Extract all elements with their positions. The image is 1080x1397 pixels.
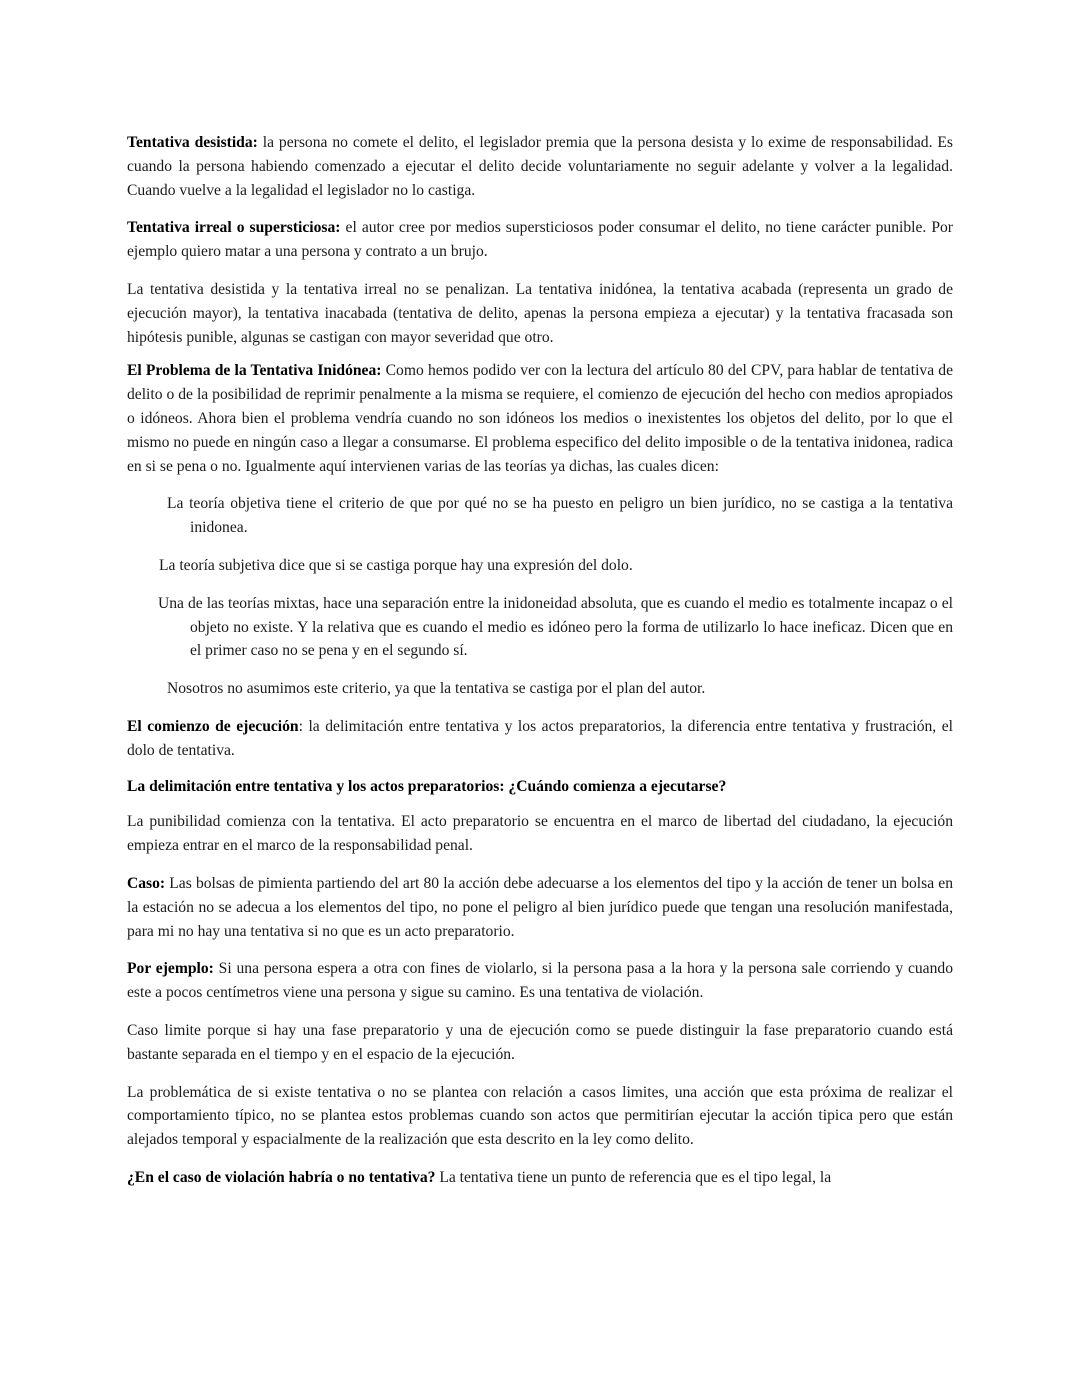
section-heading [127,775,953,799]
paragraph-teoria-subjetiva: La teoría subjetiva dice que si se castiga porque hay una expresión del dolo. [159,556,633,574]
term-label: El comienzo de ejecución [127,717,299,735]
term-label: Por ejemplo: [127,960,214,978]
paragraph-caso [127,872,953,943]
paragraph-text: Las bolsas de pimienta partiendo del art 80 la acción debe adecuarse a los elementos del tipo y la acción de tener un bolsa en la estación no se adecua a los elementos del tipo, no pone el peligro al bien jurídico puede que tengan una resolución manifestada, para mi no hay una tentativa si no que es un acto preparatorio. [127,874,953,940]
term-label: Caso: [127,874,166,892]
paragraph-teoria-objetiva: La teoría objetiva tiene el criterio de que por qué no se ha puesto en peligro un bien jurídico, no se castiga a la tentativa inidonea. [167,495,953,537]
paragraph-tentativa-desistida [127,131,953,202]
term-label: El Problema de la Tentativa Inidónea: [127,362,382,380]
paragraph-text: La tentativa tiene un punto de referencia que es el tipo legal, la [435,1168,832,1186]
paragraph-por-ejemplo [127,957,953,1005]
paragraph-punibilidad: La punibilidad comienza con la tentativa. El acto preparatorio se encuentra en el marco de libertad del ciudadano, la ejecución empieza entrar en el marco de la responsabilidad penal. [127,813,953,855]
paragraph-text: Si una persona espera a otra con fines de violarlo, si la persona pasa a la hora y la persona sale corriendo y cuando este a pocos centímetros viene una persona y sigue su camino. Es una tentativa de violación. [127,960,953,1002]
paragraph-text: el autor cree por medios supersticiosos poder consumar el delito, no tiene carácter punible. Por ejemplo quiero matar a una persona y contrato a un brujo. [127,219,953,261]
paragraph-violacion [127,1166,953,1190]
paragraph-caso-limite: Caso limite porque si hay una fase preparatorio y una de ejecución como se puede distinguir la fase preparatorio cuando está bastante separada en el tiempo y en el espacio de la ejecución. [127,1021,953,1063]
paragraph-tentativa-irreal [127,216,953,264]
term-label: Tentativa desistida: [127,134,258,151]
paragraph-text: : la delimitación entre tentativa y los actos preparatorios, la diferencia entre tentativa y frustración, el dolo de tentativa. [127,717,953,759]
paragraph-text: la persona no comete el delito, el legislador premia que la persona desista y lo exime de responsabilidad. Es cuando la persona habiendo comenzado a ejecutar el delito decide voluntariamente no seguir adelante y volver a la legalidad. Cuando vuelve a la legalidad el legislador no lo castiga. [127,134,954,199]
paragraph-text: Como hemos podido ver con la lectura del artículo 80 del CPV, para hablar de tentativa de delito o de la posibilidad de reprimir penalmente a la misma se requiere, el comienzo de ejecución del hecho con medios apropiados o idóneos. Ahora bien el problema vendría cuando no son idóneos los medios o inexistentes los objetos del delito, por lo que el mismo no puede en ningún caso a llegar a consumarse. El problema especifico del delito imposible o de la tentativa inidonea, radica en si se pena o no. Igualmente aquí intervienen varias de las teorías ya dichas, las cuales dicen: [127,362,953,475]
paragraph-problema-tentativa-inidonea [127,359,953,478]
term-label: Tentativa irreal o supersticiosa: [127,219,341,237]
paragraph-criterio: Nosotros no asumimos este criterio, ya que la tentativa se castiga por el plan del autor. [167,680,706,698]
paragraph-summary: La tentativa desistida y la tentativa irreal no se penalizan. La tentativa inidónea, la tentativa acabada (representa un grado de ejecución mayor), la tentativa inacabada (tentativa de delito, apenas la persona empieza a ejecutar) y la tentativa fracasada son hipótesis punible, algunas se castigan con mayor severidad que otro. [127,280,953,346]
term-label: ¿En el caso de violación habría o no tentativa? [127,1168,436,1186]
heading-text: La delimitación entre tentativa y los actos preparatorios: ¿Cuándo comienza a ejecutarse? [127,777,727,795]
document-page [127,131,953,1190]
paragraph-teorias-mixtas: Una de las teorías mixtas, hace una separación entre la inidoneidad absoluta, que es cuando el medio es totalmente incapaz o el objeto no existe. Y la relativa que es cuando el medio es idóneo pero la forma de utilizarlo lo hace ineficaz. Dicen que en el primer caso no se pena y en el segundo sí. [158,594,953,660]
paragraph-comienzo-ejecucion [127,715,953,763]
paragraph-problematica: La problemática de si existe tentativa o no se plantea con relación a casos limites, una acción que esta próxima de realizar el comportamiento típico, no se plantea estos problemas cuando son actos que permitirían ejecutar la acción tipica pero que están alejados temporal y espacialmente de la realización que esta descrito en la ley como delito. [127,1083,953,1149]
